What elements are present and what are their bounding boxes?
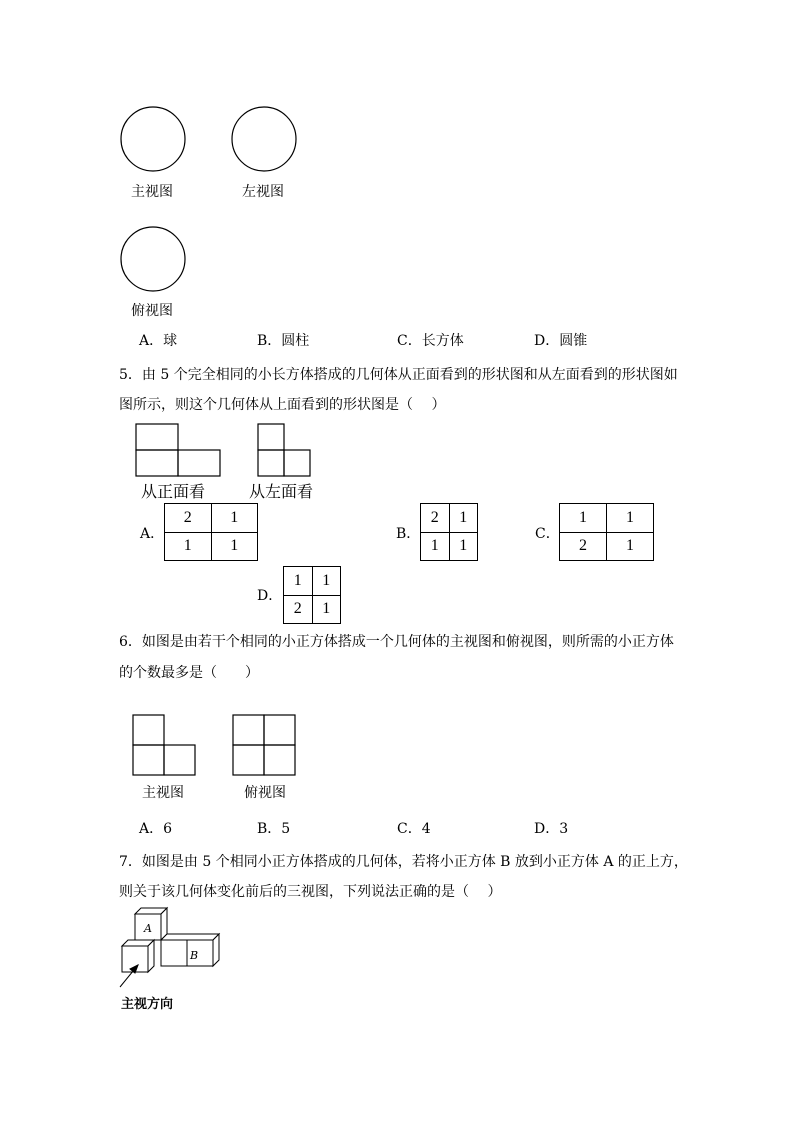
q5-option-b-label[interactable]: B． <box>396 526 421 542</box>
q5-option-a-label[interactable]: A． <box>140 526 165 542</box>
q6-option-a[interactable]: A．6 <box>139 821 173 837</box>
grid-cell: 1 <box>421 532 450 561</box>
q7-label-a: A <box>144 922 152 935</box>
q5-stem-line2: 图所示，则这个几何体从上面看到的形状图是（ ） <box>119 397 446 413</box>
grid-cell: 2 <box>284 595 313 624</box>
q5-stem-line1: 5．由 5 个完全相同的小长方体搭成的几何体从正面看到的形状图和从左面看到的形状图如 <box>119 367 678 383</box>
q4-option-c[interactable]: C．长方体 <box>397 333 464 349</box>
grid-cell: 1 <box>165 532 212 561</box>
grid-cell: 1 <box>211 532 258 561</box>
front-shape-caption: 从正面看 <box>141 482 206 501</box>
front-view-caption: 主视图 <box>131 184 173 200</box>
q6-top-view-figure <box>232 714 298 778</box>
grid-cell: 1 <box>607 504 654 533</box>
q6-option-b[interactable]: B．5 <box>257 821 291 837</box>
q6-top-view-caption: 俯视图 <box>244 785 286 801</box>
grid-cell: 1 <box>284 567 313 596</box>
grid-cell: 1 <box>560 504 607 533</box>
q7-stem-line1: 7．如图是由 5 个相同小正方体搭成的几何体，若将小正方体 B 放到小正方体 A 的正上方， <box>119 854 688 870</box>
q4-option-b[interactable]: B．圆柱 <box>257 333 310 349</box>
q5-option-c-label[interactable]: C． <box>535 526 560 542</box>
q4-option-d[interactable]: D．圆锥 <box>534 333 588 349</box>
grid-cell: 1 <box>312 595 341 624</box>
grid-cell: 2 <box>165 504 212 533</box>
grid-cell: 2 <box>560 532 607 561</box>
grid-cell: 1 <box>607 532 654 561</box>
left-shape-caption: 从左面看 <box>249 482 314 501</box>
q5-option-d-label[interactable]: D． <box>257 588 283 604</box>
top-view-circle <box>118 224 188 294</box>
q5-option-a-grid[interactable] <box>164 503 258 561</box>
front-view-circle <box>118 104 188 174</box>
q6-option-d[interactable]: D．3 <box>534 821 569 837</box>
left-view-circle <box>229 104 299 174</box>
left-view-caption: 左视图 <box>242 184 284 200</box>
grid-cell: 1 <box>211 504 258 533</box>
q7-cube-figure <box>110 905 230 995</box>
q7-label-b: B <box>190 949 199 962</box>
grid-cell: 1 <box>449 532 478 561</box>
top-view-caption: 俯视图 <box>131 303 173 319</box>
q6-stem-line1: 6．如图是由若干个相同的小正方体搭成一个几何体的主视图和俯视图，则所需的小正方体 <box>119 634 674 650</box>
q6-stem-line2: 的个数最多是（ ） <box>119 665 259 681</box>
q5-option-d-grid[interactable] <box>283 566 341 624</box>
q5-option-c-grid[interactable] <box>559 503 654 561</box>
grid-cell: 2 <box>421 504 450 533</box>
q4-option-a[interactable]: A．球 <box>139 333 178 349</box>
q7-direction-label: 主视方向 <box>121 997 174 1012</box>
left-shape-figure <box>257 423 317 479</box>
grid-cell: 1 <box>449 504 478 533</box>
q5-option-b-grid[interactable] <box>420 503 478 561</box>
grid-cell: 1 <box>312 567 341 596</box>
q6-front-view-caption: 主视图 <box>142 785 184 801</box>
q6-front-view-figure <box>132 714 198 778</box>
q6-option-c[interactable]: C．4 <box>397 821 431 837</box>
front-shape-figure <box>135 423 225 479</box>
q7-stem-line2: 则关于该几何体变化前后的三视图，下列说法正确的是（ ） <box>119 884 502 900</box>
